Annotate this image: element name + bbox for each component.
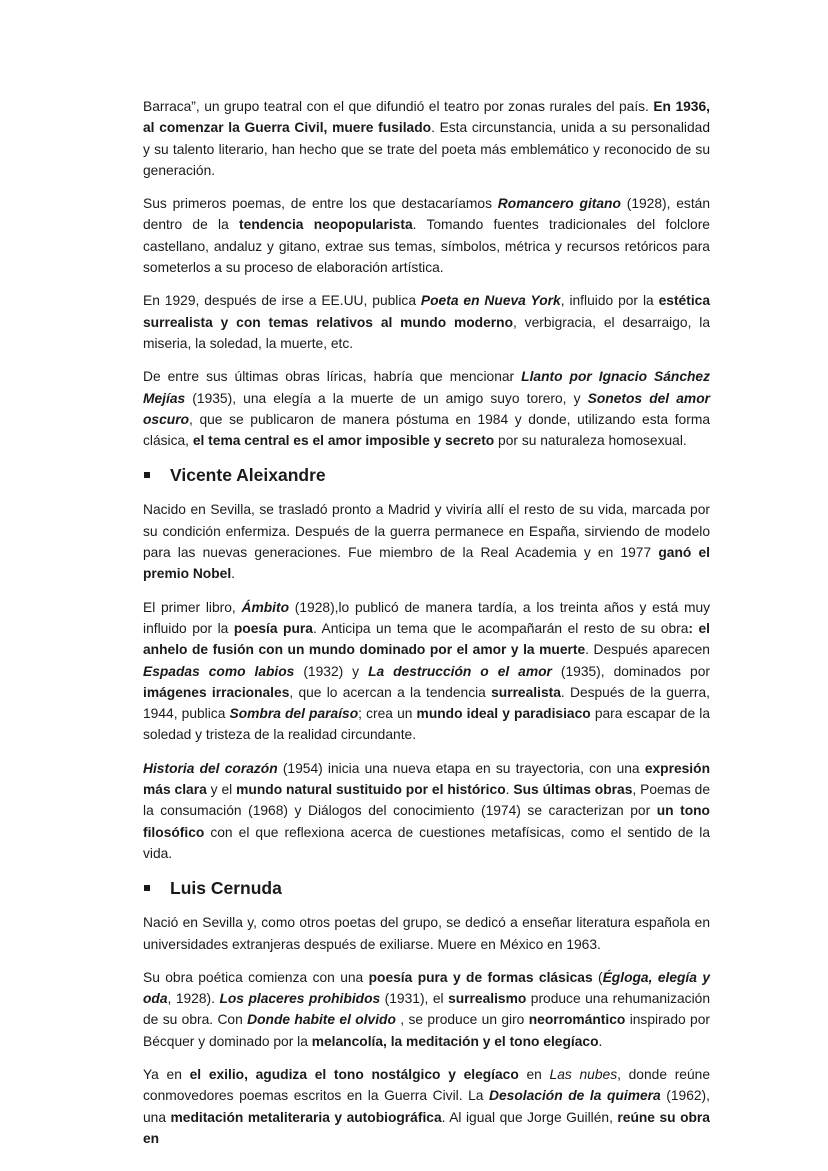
text-run-wrapper [143, 761, 278, 776]
section-heading-cernuda [143, 876, 710, 900]
text-run: (1954) inicia una nueva etapa en su trayectoria, con una [277, 760, 645, 776]
text-run: el exilio, agudiza el tono nostálgico y elegíaco [189, 1066, 519, 1082]
text-run: neorromántico [528, 1012, 626, 1028]
text-run: , que se publicaron de manera póstuma en 1984 y donde, utilizando esta forma clásica, [143, 411, 710, 449]
section-heading-aleixandre [143, 463, 710, 487]
text-run: Sus primeros poemas, de entre los que destacaríamos [143, 196, 498, 212]
text-run: estética surrealista y con temas relativos al mundo moderno [143, 293, 710, 330]
text-run: Sonetos del amor oscuro [143, 390, 710, 427]
text-run: ( [592, 969, 603, 985]
document-body [143, 96, 710, 1161]
paragraph-aleixandre-later-works [143, 758, 710, 864]
text-run: ; crea un [358, 706, 417, 722]
paragraph-lorca-biography [143, 96, 710, 181]
text-run: poesía pura y de formas clásicas [368, 969, 593, 985]
text-run: (1932) y [294, 663, 369, 679]
paragraph-cernuda-exile [143, 1064, 710, 1149]
text-run: con el que reflexiona acerca de cuestiones metafísicas, como el sentido de la vida. [143, 824, 710, 861]
paragraph-cernuda-poetic-work [143, 967, 710, 1052]
text-run: , 1928). [167, 991, 220, 1007]
paragraph-lorca-last-works [143, 366, 710, 451]
text-run-wrapper [143, 664, 294, 679]
text-run: Nacido en Sevilla, se trasladó pronto a Madrid y viviría allí el resto de su vida, marcada por su condición enfermiza. Después de la guerra permanece en España, sirviendo de modelo para las nuevas generaciones. Fue miembro de la Real Academia y en 1977 [143, 502, 710, 561]
text-run: el tema central es el amor imposible y secreto [192, 433, 495, 449]
text-run: Desolación de la quimera [489, 1088, 661, 1104]
text-run: , Poemas de la consumación (1968) y Diálogos del conocimiento (1974) se caracterizan por [143, 782, 711, 819]
text-run: (1928), están dentro de la [143, 196, 710, 233]
paragraph-cernuda-biography [143, 912, 710, 955]
text-run: surrealismo [448, 991, 527, 1007]
text-run: meditación metaliteraria y autobiográfica [170, 1109, 442, 1125]
text-run: . Al igual que Jorge Guillén, [441, 1109, 618, 1125]
text-run: : el anhelo de fusión con un mundo dominado por el amor y la muerte [143, 620, 710, 658]
text-run: ganó el premio Nobel [143, 545, 710, 582]
text-run: , verbigracia, el desarraigo, la miseria, la soledad, la muerte, etc. [143, 314, 711, 351]
paragraph-aleixandre-biography [143, 499, 710, 584]
text-run: reúne su obra en [143, 1109, 710, 1146]
text-run: para escapar de la soledad y tristeza de la realidad circundante. [143, 706, 710, 743]
text-run: (1935), dominados por [551, 663, 710, 679]
text-run: (1931), el [380, 991, 449, 1007]
text-run: La destrucción o el amor [368, 663, 552, 679]
text-run: , que lo acercan a la tendencia [289, 684, 492, 700]
text-run: Llanto por Ignacio Sánchez Mejías [143, 369, 711, 406]
text-run: Ya en [143, 1066, 190, 1082]
bullet-square-icon [144, 472, 150, 478]
text-run: tendencia neopopularista [239, 217, 413, 233]
text-run: De entre sus últimas obras líricas, habría que mencionar [143, 369, 522, 385]
text-run: . Después aparecen [585, 642, 710, 658]
text-run: produce una rehumanización de su obra. Con [143, 991, 710, 1028]
text-run: . Anticipa un tema que le acompañarán el resto de su obra [312, 620, 689, 636]
text-run: , se produce un giro [395, 1012, 529, 1028]
text-run-wrapper [219, 991, 380, 1006]
text-run: Poeta en Nueva York [420, 293, 561, 309]
section-heading-text: Vicente Aleixandre [170, 465, 326, 486]
text-run: por su naturaleza homosexual. [494, 433, 687, 449]
text-run: , donde reúne conmovedores poemas escritos en la Guerra Civil. La [143, 1066, 710, 1104]
text-run: . [598, 1033, 603, 1049]
text-run: imágenes irracionales [143, 684, 290, 700]
text-run: El primer libro, [143, 599, 242, 615]
paragraph-lorca-new-york [143, 290, 710, 354]
text-run: . Tomando fuentes tradicionales del folclore castellano, andaluz y gitano, extrae sus temas, símbolos, métrica y recursos retóricos para someterlos a su proceso de elaboración artística. [143, 217, 710, 276]
text-run-wrapper [230, 706, 359, 721]
text-run: Nació en Sevilla y, como otros poetas del grupo, se dedicó a enseñar literatura española en universidades extranjeras después de exiliarse. Muere en México en 1963. [143, 915, 710, 952]
text-run: expresión más clara [143, 760, 710, 798]
paragraph-lorca-first-poems [143, 193, 710, 278]
text-run-wrapper [368, 664, 552, 679]
text-run: Sus últimas obras [513, 782, 633, 798]
text-run-wrapper [498, 196, 621, 211]
text-run: Égloga, elegía y oda [143, 969, 710, 1007]
text-run: Las nubes [549, 1066, 618, 1082]
text-run: mundo ideal y paradisiaco [416, 706, 591, 722]
text-run: . Esta circunstancia, unida a su personalidad y su talento literario, han hecho que se trate del poeta más emblemático y reconocido de su generación. [143, 120, 710, 178]
text-run: En 1936, al comenzar la Guerra Civil, muere fusilado [143, 99, 710, 136]
text-run: mundo natural sustituido por el histórico [236, 782, 506, 798]
text-run-wrapper [489, 1088, 661, 1103]
text-run-wrapper [242, 600, 290, 615]
text-run: . Después de la guerra, 1944, publica [143, 684, 710, 722]
text-run: un tono filosófico [143, 803, 710, 840]
text-run: Romancero gitano [497, 196, 621, 212]
text-run-wrapper [421, 293, 561, 308]
text-run: . [505, 782, 514, 798]
text-run: , influido por la [560, 293, 659, 309]
text-run: inspirado por Bécquer y dominado por la [143, 1012, 710, 1049]
text-run: (1935), una elegía a la muerte de un amigo suyo torero, y [185, 390, 588, 406]
text-run: Donde habite el olvido [247, 1012, 396, 1028]
text-run: poesía pura [233, 620, 313, 636]
text-run: Su obra poética comienza con una [143, 969, 369, 985]
text-run: y el [206, 782, 237, 798]
bullet-square-icon [144, 885, 150, 891]
text-run: en [518, 1066, 550, 1082]
text-run: (1962), una [143, 1088, 710, 1125]
text-run: (1928),lo publicó de manera tardía, a los treinta años y está muy influido por la [143, 599, 711, 636]
text-run: Ámbito [241, 599, 290, 615]
section-heading-text: Luis Cernuda [170, 878, 282, 899]
text-run: . [231, 566, 236, 582]
paragraph-aleixandre-first-book [143, 597, 710, 746]
text-run: En 1929, después de irse a EE.UU, publica [143, 293, 421, 309]
text-run: Historia del corazón [143, 760, 278, 776]
text-run: Espadas como labios [143, 663, 295, 679]
text-run: melancolía, la meditación y el tono elegíaco [311, 1033, 599, 1049]
text-run: Sombra del paraíso [229, 706, 359, 722]
text-run: Barraca”, un grupo teatral con el que difundió el teatro por zonas rurales del país. [143, 99, 654, 114]
text-run: surrealista [491, 684, 561, 700]
text-run: Los placeres prohibidos [219, 991, 381, 1007]
text-run-wrapper [247, 1012, 396, 1027]
